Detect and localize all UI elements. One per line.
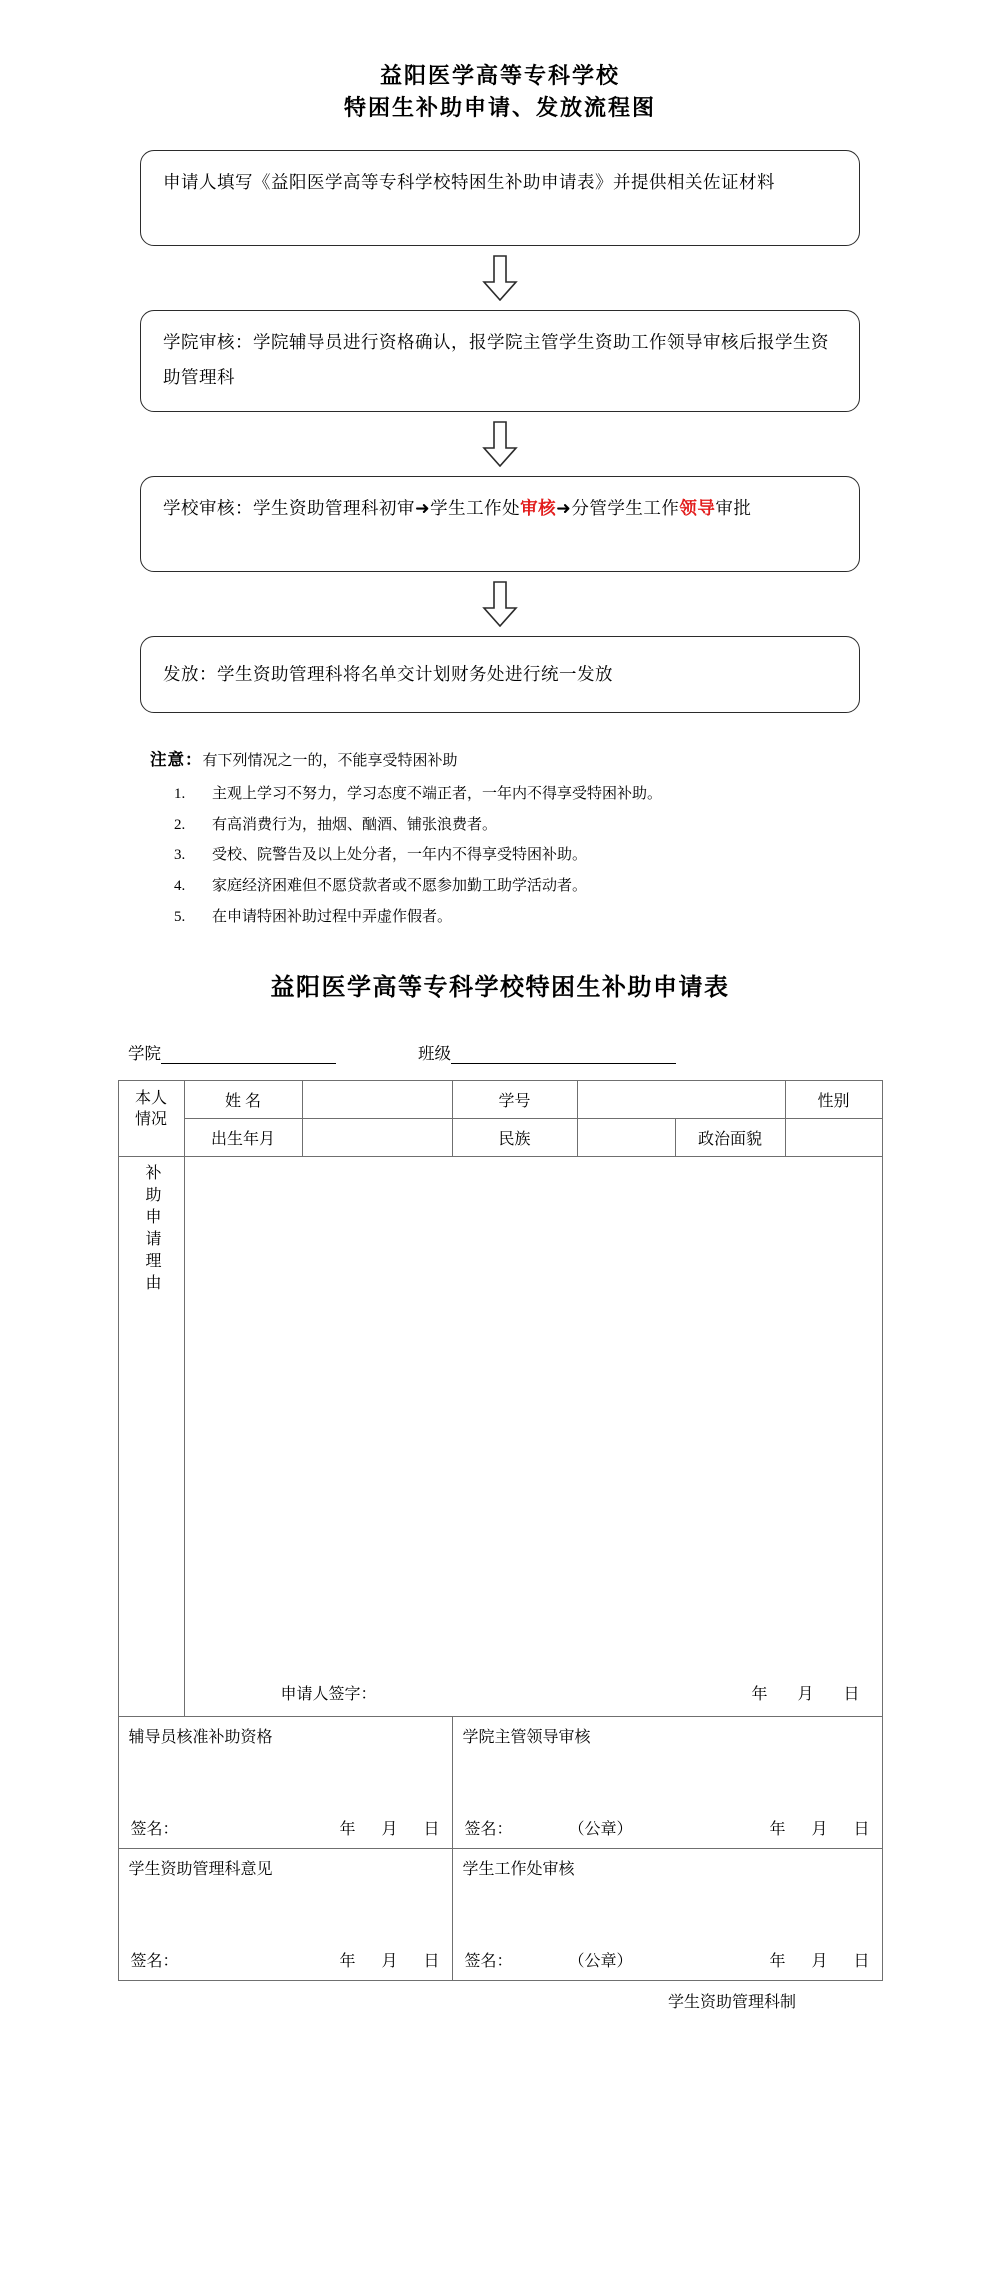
list-item: 受校、院警告及以上处分者，一年内不得享受特困补助。 [212, 847, 588, 864]
month-label: 月 [797, 1685, 814, 1703]
form-title: 益阳医学高等专科学校特困生补助申请表 [270, 974, 730, 1001]
reason-input[interactable] [184, 1156, 882, 1716]
reason-date-fields [751, 1681, 859, 1704]
page-subtitle: 特困生补助申请、发放流程图 [343, 94, 656, 120]
year-label: 年 [339, 1952, 356, 1970]
flow-arrow-2 [140, 412, 860, 476]
aid-office-opinion-heading: 学生资助管理科意见 [128, 1860, 273, 1878]
college-input[interactable] [161, 1046, 336, 1064]
approval-date-fields [769, 1948, 869, 1971]
college-leader-approval-footer [453, 1816, 882, 1839]
student-affairs-review-cell[interactable] [452, 1848, 882, 1980]
list-item: 主观上学习不努力，学习态度不端正者，一年内不得享受特困补助。 [212, 785, 663, 802]
page-title: 益阳医学高等专科学校 [379, 63, 620, 88]
reason-label [118, 1156, 184, 1716]
day-label: 日 [843, 1685, 860, 1703]
approval-date-fields [339, 1948, 439, 1971]
personal-section-label [118, 1080, 184, 1156]
notes-list [150, 779, 850, 933]
class-label: 班级 [418, 1043, 451, 1063]
seal-label: （公章） [568, 1952, 633, 1970]
class-field [418, 1040, 676, 1064]
student-id-label: 学号 [452, 1080, 577, 1118]
arrow-down-icon [480, 581, 520, 627]
application-form-table [118, 1080, 883, 1981]
counselor-approval-cell[interactable] [118, 1716, 452, 1848]
table-row [118, 1848, 882, 1980]
month-label: 月 [811, 1820, 828, 1838]
form-footer-note: 学生资助管理科制 [667, 1993, 796, 2011]
list-item: 家庭经济困难但不愿贷款者或不愿参加勤工助学活动者。 [212, 878, 588, 895]
day-label: 日 [423, 1820, 440, 1838]
approval-date-fields [769, 1816, 869, 1839]
flow-arrow-1 [140, 246, 860, 310]
flow-step-college-review: 学院审核：学院辅导员进行资格确认，报学院主管学生资助工作领导审核后报学生资助管理科 [140, 310, 860, 412]
college-leader-approval-cell[interactable] [452, 1716, 882, 1848]
student-id-input[interactable] [577, 1080, 785, 1118]
school-review-segment-4-red: 领导 [679, 497, 716, 518]
flow-step-apply: 申请人填写《益阳医学高等专科学校特困生补助申请表》并提供相关佐证材料 [140, 150, 860, 246]
arrow-down-icon [480, 255, 520, 301]
year-label: 年 [769, 1820, 786, 1838]
arrow-down-icon [480, 421, 520, 467]
ethnicity-label: 民族 [452, 1118, 577, 1156]
signature-label: 签名： [130, 1820, 179, 1838]
list-item: 在申请特困补助过程中弄虚作假者。 [212, 908, 453, 925]
flow-step-school-review [140, 476, 860, 572]
school-review-segment-5: 审批 [715, 497, 752, 518]
name-label: 姓 名 [184, 1080, 302, 1118]
reason-label-text: 补助申请理由 [143, 1163, 160, 1296]
political-input[interactable] [785, 1118, 882, 1156]
school-review-segment-3: ➜分管学生工作 [556, 497, 680, 518]
month-label: 月 [811, 1952, 828, 1970]
counselor-approval-footer [119, 1816, 452, 1839]
college-field [128, 1040, 336, 1064]
birth-input[interactable] [302, 1118, 452, 1156]
notes-intro: 有下列情况之一的，不能享受特困补助 [202, 752, 458, 769]
student-affairs-review-footer [453, 1948, 882, 1971]
political-label: 政治面貌 [675, 1118, 785, 1156]
approval-date-fields [339, 1816, 439, 1839]
flow-arrow-3 [140, 572, 860, 636]
day-label: 日 [853, 1820, 870, 1838]
signature-label: 签名： [130, 1952, 179, 1970]
personal-label-line2: 情况 [134, 1111, 167, 1129]
month-label: 月 [381, 1952, 398, 1970]
reason-signature-row [185, 1681, 882, 1704]
student-affairs-review-heading: 学生工作处审核 [462, 1860, 575, 1878]
table-row [118, 1080, 882, 1118]
notes-label: 注意： [150, 749, 203, 769]
name-input[interactable] [302, 1080, 452, 1118]
college-leader-approval-heading: 学院主管领导审核 [462, 1728, 591, 1746]
year-label: 年 [751, 1685, 768, 1703]
birth-label: 出生年月 [184, 1118, 302, 1156]
table-row [118, 1156, 882, 1716]
school-review-segment-1: 学校审核：学生资助管理科初审➜学生工作处 [163, 497, 521, 518]
aid-office-opinion-cell[interactable] [118, 1848, 452, 1980]
year-label: 年 [769, 1952, 786, 1970]
school-review-segment-2-red: 审核 [520, 497, 557, 518]
signature-label: 签名： [464, 1952, 513, 1970]
applicant-signature-label: 申请人签字： [280, 1685, 377, 1703]
class-input[interactable] [451, 1046, 676, 1064]
month-label: 月 [381, 1820, 398, 1838]
aid-office-opinion-footer [119, 1948, 452, 1971]
notes-section [150, 745, 850, 933]
table-row [118, 1118, 882, 1156]
field-gap [336, 1040, 418, 1064]
year-label: 年 [339, 1820, 356, 1838]
gender-label: 性别 [785, 1080, 882, 1118]
signature-label: 签名： [464, 1820, 513, 1838]
form-header-fields [100, 1040, 900, 1064]
seal-label: （公章） [568, 1820, 633, 1838]
day-label: 日 [853, 1952, 870, 1970]
table-row [118, 1716, 882, 1848]
notes-heading [150, 745, 850, 775]
personal-label-line1: 本人 [134, 1089, 167, 1107]
day-label: 日 [423, 1952, 440, 1970]
flowchart [140, 150, 860, 713]
college-label: 学院 [128, 1043, 161, 1063]
list-item: 有高消费行为，抽烟、酗酒、铺张浪费者。 [212, 816, 498, 833]
counselor-approval-heading: 辅导员核准补助资格 [128, 1728, 273, 1746]
flow-step-disburse: 发放：学生资助管理科将名单交计划财务处进行统一发放 [140, 636, 860, 713]
ethnicity-input[interactable] [577, 1118, 675, 1156]
